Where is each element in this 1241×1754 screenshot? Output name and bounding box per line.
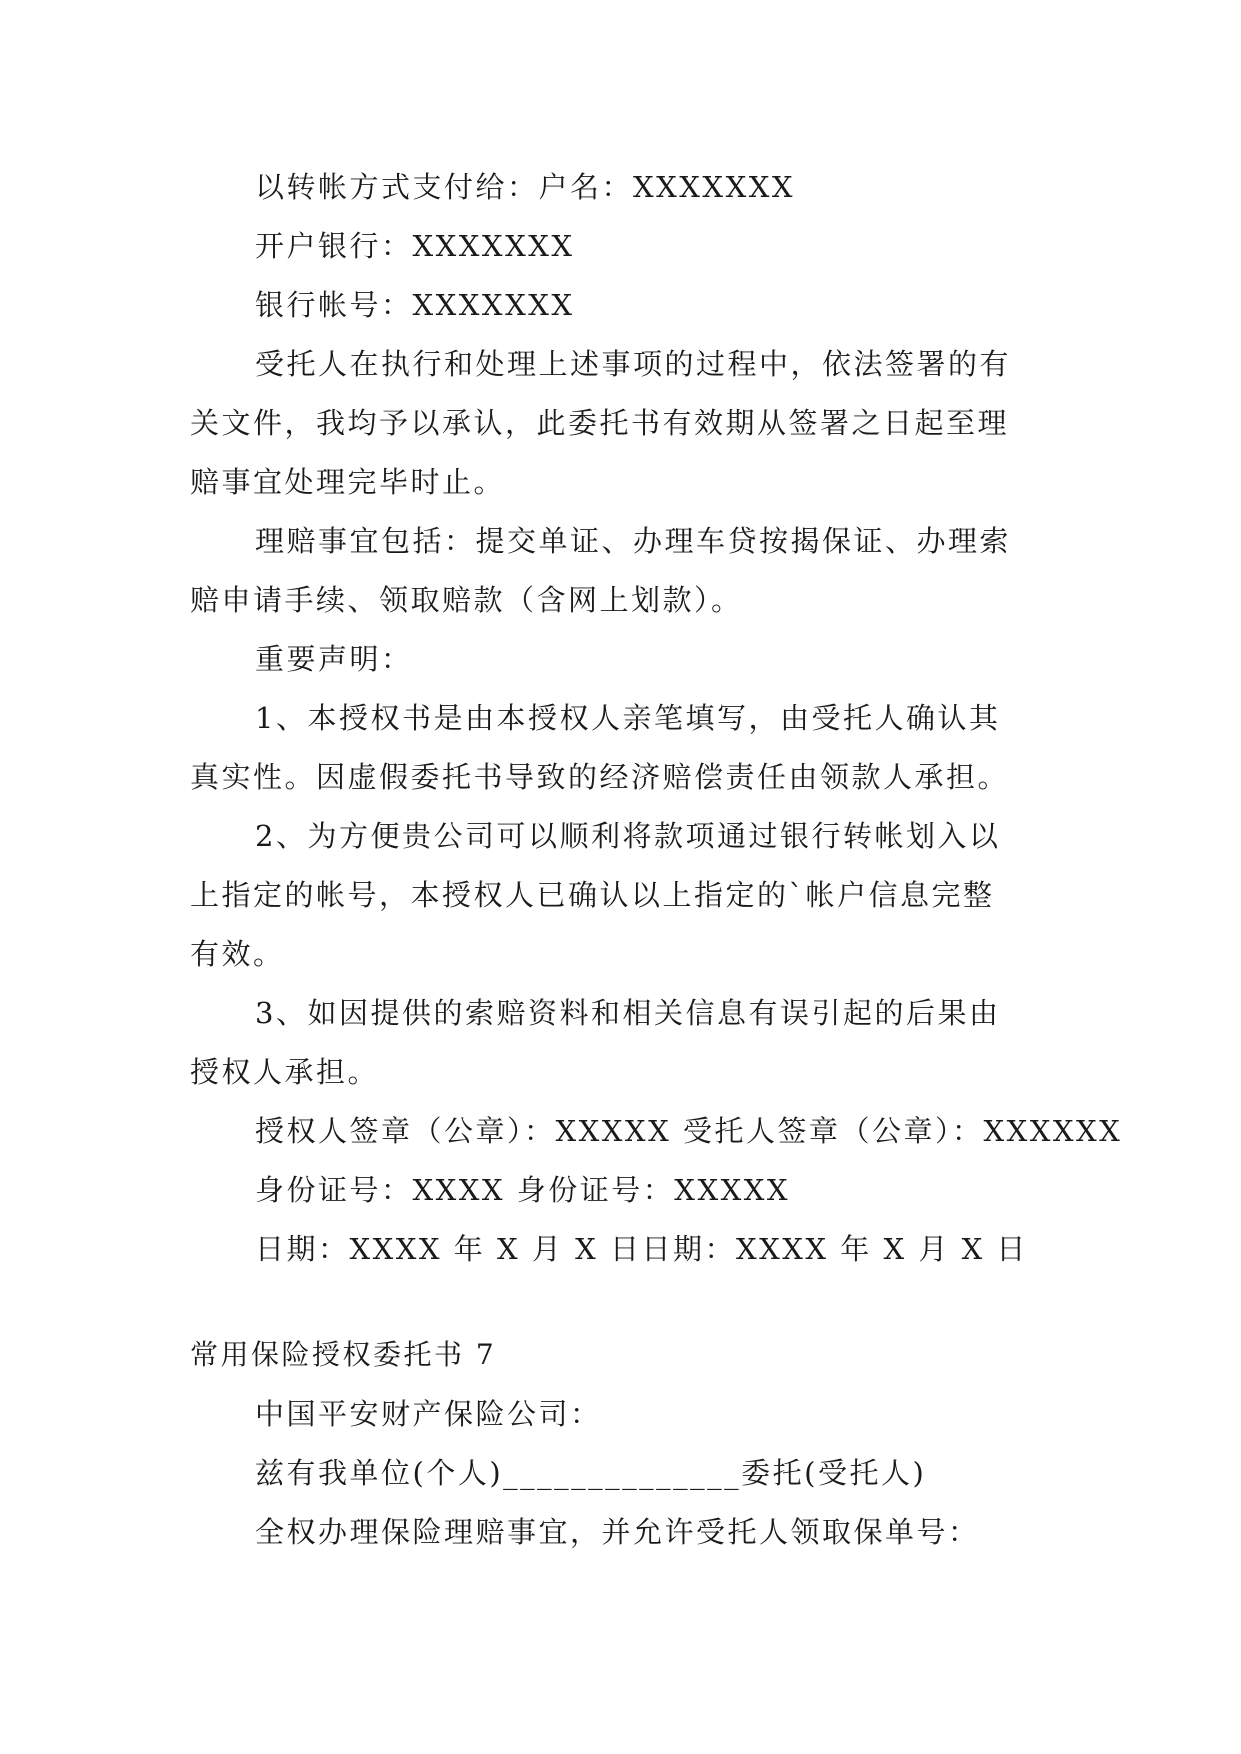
payment-method-line: 以转帐方式支付给：户名：XXXXXXX	[255, 170, 796, 204]
paragraph-line: 赔事宜处理完毕时止。	[190, 465, 506, 499]
paragraph-line: 赔申请手续、领取赔款（含网上划款）。	[190, 583, 743, 617]
paragraph-line: 3、如因提供的索赔资料和相关信息有误引起的后果由	[255, 996, 1001, 1030]
bank-name-line: 开户银行：XXXXXXX	[255, 229, 575, 263]
authorization-line: 全权办理保险理赔事宜，并允许受托人领取保单号：	[255, 1515, 980, 1549]
paragraph-line: 理赔事宜包括：提交单证、办理车贷按揭保证、办理索	[255, 524, 1012, 558]
paragraph-line: 授权人承担。	[190, 1055, 380, 1089]
paragraph-line: 2、为方便贵公司可以顺利将款项通过银行转帐划入以	[255, 819, 1001, 853]
bank-account-line: 银行帐号：XXXXXXX	[255, 288, 575, 322]
delegation-line: 兹有我单位(个人)______________委托(受托人)	[255, 1456, 927, 1490]
declaration-heading: 重要声明：	[255, 642, 413, 676]
signature-line: 授权人签章（公章）：XXXXX 受托人签章（公章）：XXXXXX	[255, 1114, 1123, 1148]
date-line: 日期：XXXX 年 X 月 X 日日期：XXXX 年 X 月 X 日	[255, 1232, 1028, 1266]
addressee-line: 中国平安财产保险公司：	[255, 1397, 602, 1431]
paragraph-line: 有效。	[190, 937, 285, 971]
id-number-line: 身份证号：XXXX 身份证号：XXXXX	[255, 1173, 791, 1207]
section-title: 常用保险授权委托书 7	[190, 1338, 497, 1371]
paragraph-line: 真实性。因虚假委托书导致的经济赔偿责任由领款人承担。	[190, 760, 1010, 794]
paragraph-line: 关文件，我均予以承认，此委托书有效期从签署之日起至理	[190, 406, 1010, 440]
paragraph-line: 1、本授权书是由本授权人亲笔填写，由受托人确认其	[255, 701, 1001, 735]
paragraph-line: 受托人在执行和处理上述事项的过程中，依法签署的有	[255, 347, 1012, 381]
paragraph-line: 上指定的帐号，本授权人已确认以上指定的`帐户信息完整	[190, 878, 995, 912]
